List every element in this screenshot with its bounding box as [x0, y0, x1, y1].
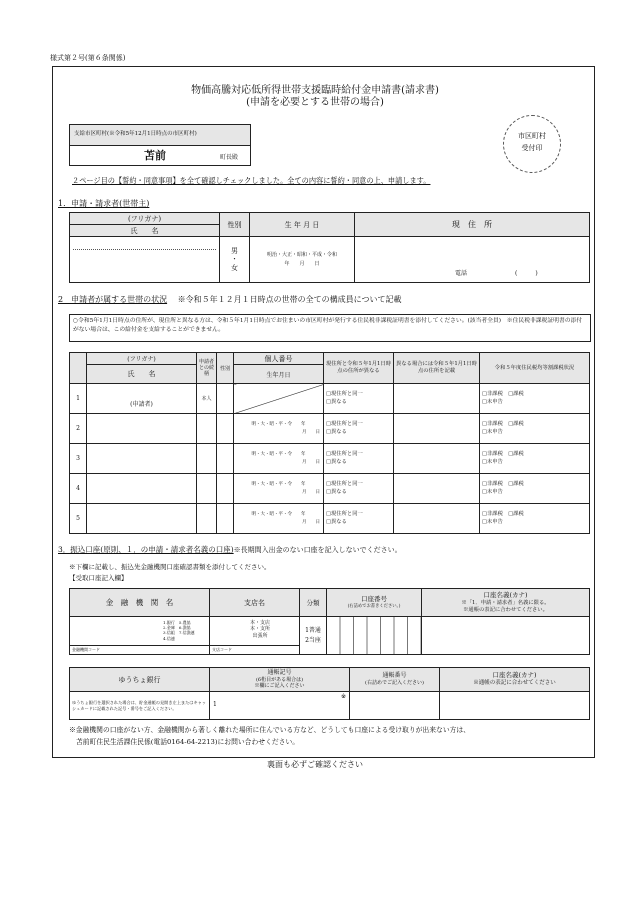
yucho-no-header: 通帳番号 (右詰めでご記入ください)	[350, 668, 440, 692]
gender-header: 性別	[220, 213, 250, 237]
member-diff-addr[interactable]	[394, 384, 480, 414]
addr-diff-header: 現住所と令和５年1月1日時点の住所が異なる	[324, 353, 394, 384]
member-gender[interactable]	[217, 474, 234, 504]
member-tax[interactable]: □非課税 □課税 □未申告	[480, 504, 590, 534]
applicant-name-field[interactable]	[70, 237, 220, 283]
member-gender[interactable]	[217, 504, 234, 534]
branch-header: 支店名	[210, 589, 300, 617]
member-gender[interactable]	[217, 384, 234, 414]
member-name[interactable]	[87, 444, 197, 474]
member-gender[interactable]	[217, 414, 234, 444]
symbol-star: ※	[340, 693, 346, 700]
yucho-holder-field[interactable]	[440, 692, 590, 720]
bank-code-label: 金融機関コード	[72, 647, 100, 652]
household-name-header: 氏 名	[87, 365, 197, 384]
city-suffix: 町長殿	[220, 154, 239, 161]
member-dob[interactable]: 明・大・昭・平・令 年 月 日	[234, 414, 324, 444]
section2-heading: 2 申請者が属する世帯の状況 ※令和５年１２月１日時点の世帯の全ての構成員について記載	[58, 295, 402, 304]
branch-code-label: 支店コード	[212, 647, 232, 652]
symbol-header: 通帳記号 (6桁目がある場合は) ※欄にご記入ください	[210, 668, 350, 692]
form-title: 物価高騰対応低所得世帯支援臨時給付金申請書(請求書)	[191, 85, 439, 96]
member-gender[interactable]	[217, 444, 234, 474]
applicant-address[interactable]	[355, 237, 590, 283]
bank-table	[69, 588, 590, 655]
member-addr-diff[interactable]: □現住所と同一 □異なる	[324, 474, 394, 504]
member-relation[interactable]	[197, 414, 217, 444]
member-relation[interactable]	[197, 474, 217, 504]
member-dob[interactable]: 明・大・昭・平・令 年 月 日	[234, 474, 324, 504]
id-header: 個人番号	[234, 353, 324, 365]
household-dob-header: 生年月日	[234, 365, 324, 384]
table-row: 3 明・大・昭・平・令 年 月 日 □現住所と同一 □異なる □非課税 □課税 □未申告	[70, 444, 590, 474]
account-holder-field[interactable]	[422, 617, 590, 655]
symbol-field[interactable]	[210, 692, 350, 720]
member-relation[interactable]: 本人	[197, 384, 217, 414]
section3-subnote: ※下欄に記載し、振込先金融機関口座確認書類を添付してください。	[69, 563, 271, 571]
address-header: 現 住 所	[355, 213, 590, 237]
footer-note-2: 苫前町住民生活課住民係(電話0164-64-2213)にお問い合わせください。	[76, 738, 300, 746]
yucho-number-field[interactable]	[350, 692, 440, 720]
member-diff-addr[interactable]	[394, 474, 480, 504]
member-tax[interactable]: □非課税 □課税 □未申告	[480, 414, 590, 444]
member-dob[interactable]	[234, 384, 324, 414]
member-addr-diff[interactable]: □現住所と同一 □異なる	[324, 444, 394, 474]
member-diff-addr[interactable]	[394, 444, 480, 474]
member-diff-addr[interactable]	[394, 414, 480, 444]
city-box	[69, 124, 251, 166]
account-number-field[interactable]	[327, 617, 422, 655]
name-header: 氏 名	[70, 225, 220, 237]
member-tax[interactable]: □非課税 □課税 □未申告	[480, 474, 590, 504]
member-name[interactable]: (申請者)	[87, 384, 197, 414]
footer-note-1: ※金融機関の口座がない方、金融機関から著しく離れた場所に住んでいる方など、どうしても口座による受け取りが出来ない方は、	[69, 726, 471, 734]
household-furigana-header: (フリガナ)	[87, 353, 197, 365]
bank-name-field[interactable]: 1.銀行 5.農協 2.金庫 6.漁協 3.信組 7.信漁連 4.信連 金融機関コード	[70, 617, 210, 655]
reception-stamp	[503, 115, 561, 173]
section3-bracket: 【受取口座記入欄】	[69, 574, 128, 582]
relation-header: 申請者との続柄	[197, 353, 217, 384]
yucho-table	[69, 667, 590, 720]
member-addr-diff[interactable]: □現住所と同一 □異なる	[324, 504, 394, 534]
pledge-text: ２ページ目の【誓約・同意事項】を全て確認しチェックしました。全ての内容に誓約・同意の上、申請します。	[72, 176, 431, 185]
stamp-line2: 受付印	[521, 144, 543, 152]
city-box-caption: 支給市区町村(※令和5年12月1日時点の市区町村)	[74, 131, 197, 137]
phone-parens: ( )	[515, 270, 538, 277]
account-no-header: 口座番号 (右詰めでお書きください。)	[327, 589, 422, 617]
member-dob[interactable]: 明・大・昭・平・令 年 月 日	[234, 444, 324, 474]
back-note: 裏面も必ずご確認ください	[267, 760, 363, 769]
member-name[interactable]	[87, 504, 197, 534]
holder-header: 口座名義(カナ) ※「1．申請・請求者」名義に限る。 ※通帳の表記に合わせてください。	[422, 589, 590, 617]
branch-field[interactable]: 本・支店 本・支所 出張所 支店コード	[210, 617, 300, 655]
furigana-header: (フリガナ)	[70, 213, 220, 225]
member-tax[interactable]: □非課税 □課税 □未申告	[480, 384, 590, 414]
stamp-line1: 市区町村	[518, 132, 546, 140]
section2-notice: ○令和5年1月1日時点の住所が、現住所と異なる方は、令和５年1月1日時点でお住まいの市区町村が発行する住民税非課税証明書を添付してください。(該当者全員) ※住民税非課税証明書の添付がない場合は、この給付金を支給することができません。	[69, 314, 591, 342]
city-name: 苫前	[144, 149, 166, 162]
member-name[interactable]	[87, 474, 197, 504]
table-row: 4 明・大・昭・平・令 年 月 日 □現住所と同一 □異なる □非課税 □課税 □未申告	[70, 474, 590, 504]
member-relation[interactable]	[197, 504, 217, 534]
member-tax[interactable]: □非課税 □課税 □未申告	[480, 444, 590, 474]
member-name[interactable]	[87, 414, 197, 444]
yucho-label: ゆうちょ銀行	[70, 668, 210, 692]
category-header: 分類	[300, 589, 327, 617]
table-row: 1 (申請者) 本人 □現住所と同一 □異なる □非課税 □課税 □未申告	[70, 384, 590, 414]
member-relation[interactable]	[197, 444, 217, 474]
symbol-prefix: 1	[213, 701, 217, 708]
household-gender-header: 性別	[217, 353, 234, 384]
applicant-gender[interactable]: 男 ・ 女	[220, 237, 250, 283]
table-row: 5 明・大・昭・平・令 年 月 日 □現住所と同一 □異なる □非課税 □課税 □未申告	[70, 504, 590, 534]
phone-label: 電話	[455, 270, 468, 277]
form-subtitle: (申請を必要とする世帯の場合)	[246, 97, 384, 108]
diff-addr-header: 異なる場合には令和５年1月1日時点の住所を記載	[394, 353, 480, 384]
table-row: 2 明・大・昭・平・令 年 月 日 □現住所と同一 □異なる □非課税 □課税 □未申告	[70, 414, 590, 444]
tax-header: 令和５年度住民税均等割課税状況	[480, 353, 590, 384]
section1-heading: 1．申請・請求者(世帯主)	[58, 199, 150, 208]
applicant-dob[interactable]: 明治・大正・昭和・平成・令和 年 月 日	[250, 237, 355, 283]
yucho-note: ゆうちょ銀行を選択された場合は、貯金通帳の見開き左上またはキャッシュカードに記載された記号・番号をご記入ください。	[70, 692, 210, 720]
yucho-holder-header: 口座名義(カナ) ※通帳の表記に合わせてください	[440, 668, 590, 692]
bank-name-header: 金 融 機 関 名	[70, 589, 210, 617]
form-code: 様式第２号(第６条関係)	[50, 54, 126, 62]
dob-header: 生 年 月 日	[250, 213, 355, 237]
member-diff-addr[interactable]	[394, 504, 480, 534]
household-table	[69, 352, 590, 534]
member-addr-diff[interactable]: □現住所と同一 □異なる	[324, 414, 394, 444]
applicant-table	[69, 212, 590, 283]
member-dob[interactable]: 明・大・昭・平・令 年 月 日	[234, 504, 324, 534]
category-field[interactable]: 1普通 2当座	[300, 617, 327, 655]
member-addr-diff[interactable]: □現住所と同一 □異なる	[324, 384, 394, 414]
section3-heading: 3．振込口座(原則、１．の申請・請求者名義の口座)※長期間入出金のない口座を記入しないでください。	[58, 545, 402, 554]
